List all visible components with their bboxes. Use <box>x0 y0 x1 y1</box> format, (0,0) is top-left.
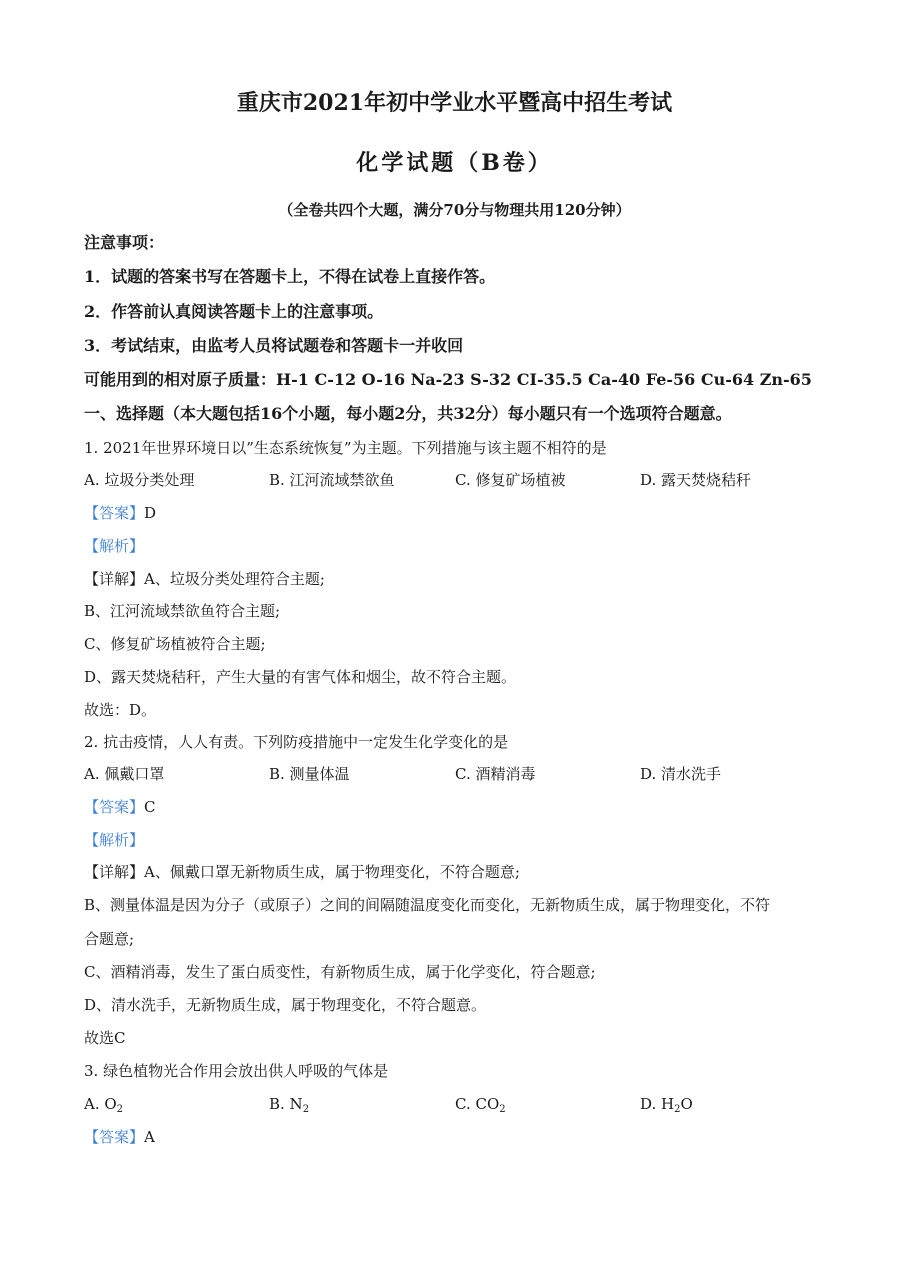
q3-option-c: C. $CO_2$ <box>455 1095 506 1115</box>
atomic-mass-line: 可能用到的相对原子质量：H-1 C-12 O-16 Na-23 S-32 CI-35.5 Ca-40 Fe-56 Cu-64 Zn-65 <box>84 370 812 389</box>
q2-analysis-tag: 【解析】 <box>84 831 145 849</box>
notice-heading: 注意事项： <box>84 233 165 252</box>
q2-analysis-2: B、测量体温是因为分子（或原子）之间的间隔随温度变化而变化，无新物质生成，属于物理变化，不符 <box>84 896 771 914</box>
q1-option-b: B. 江河流域禁欲鱼 <box>269 471 395 489</box>
exam-note: （全卷共四个大题，满分70分与物理共用120分钟） <box>278 201 631 219</box>
answer-tag: 【答案】 <box>84 504 145 522</box>
q3-answer-value: A <box>144 1128 155 1146</box>
q3-stem: 3. 绿色植物光合作用会放出供人呼吸的气体是 <box>84 1062 389 1080</box>
q3-option-b: B. $N_2$ <box>269 1095 310 1115</box>
q2-answer-value: C <box>144 798 156 816</box>
q1-answer-value: D <box>144 504 157 522</box>
q2-option-d: D. 清水洗手 <box>640 765 722 783</box>
notice-item-2: 2．作答前认真阅读答题卡上的注意事项。 <box>84 302 384 321</box>
answer-tag: 【答案】 <box>84 798 145 816</box>
answer-tag: 【答案】 <box>84 1128 145 1146</box>
q1-answer <box>84 503 156 523</box>
q2-analysis-2-cont: 合题意; <box>84 930 135 948</box>
q3-answer <box>84 1127 155 1147</box>
q3-option-a: A. $O_2$ <box>84 1095 124 1115</box>
q2-option-b: B. 测量体温 <box>269 765 350 783</box>
q2-analysis-1: 【详解】A、佩戴口罩无新物质生成，属于物理变化，不符合题意; <box>84 863 520 881</box>
q1-option-a: A. 垃圾分类处理 <box>84 471 195 489</box>
exam-subtitle: 化学试题（B卷） <box>356 150 553 176</box>
q1-analysis-2: B、江河流域禁欲鱼符合主题; <box>84 602 281 620</box>
q1-analysis-4: D、露天焚烧秸秆，产生大量的有害气体和烟尘，故不符合主题。 <box>84 668 517 686</box>
q1-analysis-1: 【详解】A、垃圾分类处理符合主题; <box>84 570 325 588</box>
q1-conclusion: 故选：D。 <box>84 701 157 719</box>
q2-analysis-4: D、清水洗手，无新物质生成，属于物理变化，不符合题意。 <box>84 996 487 1014</box>
notice-item-1: 1．试题的答案书写在答题卡上，不得在试卷上直接作答。 <box>84 267 496 286</box>
section-heading: 一、选择题（本大题包括16个小题，每小题2分，共32分）每小题只有一个选项符合题意。 <box>84 404 732 423</box>
q2-analysis-3: C、酒精消毒，发生了蛋白质变性，有新物质生成，属于化学变化，符合题意; <box>84 963 596 981</box>
q2-option-a: A. 佩戴口罩 <box>84 765 165 783</box>
q1-option-d: D. 露天焚烧秸秆 <box>640 471 752 489</box>
q1-analysis-3: C、修复矿场植被符合主题; <box>84 635 266 653</box>
q2-option-c: C. 酒精消毒 <box>455 765 536 783</box>
q1-option-c: C. 修复矿场植被 <box>455 471 566 489</box>
q3-option-d: D. $H_2O$ <box>640 1095 693 1115</box>
q1-analysis-tag: 【解析】 <box>84 537 145 555</box>
notice-item-3: 3．考试结束，由监考人员将试题卷和答题卡一并收回 <box>84 336 464 355</box>
q2-answer <box>84 797 156 817</box>
q2-stem: 2. 抗击疫情，人人有责。下列防疫措施中一定发生化学变化的是 <box>84 733 509 751</box>
q1-stem: 1. 2021年世界环境日以”生态系统恢复”为主题。下列措施与该主题不相符的是 <box>84 439 607 457</box>
q2-conclusion: 故选C <box>84 1029 126 1047</box>
exam-title: 重庆市2021年初中学业水平暨高中招生考试 <box>236 90 673 116</box>
